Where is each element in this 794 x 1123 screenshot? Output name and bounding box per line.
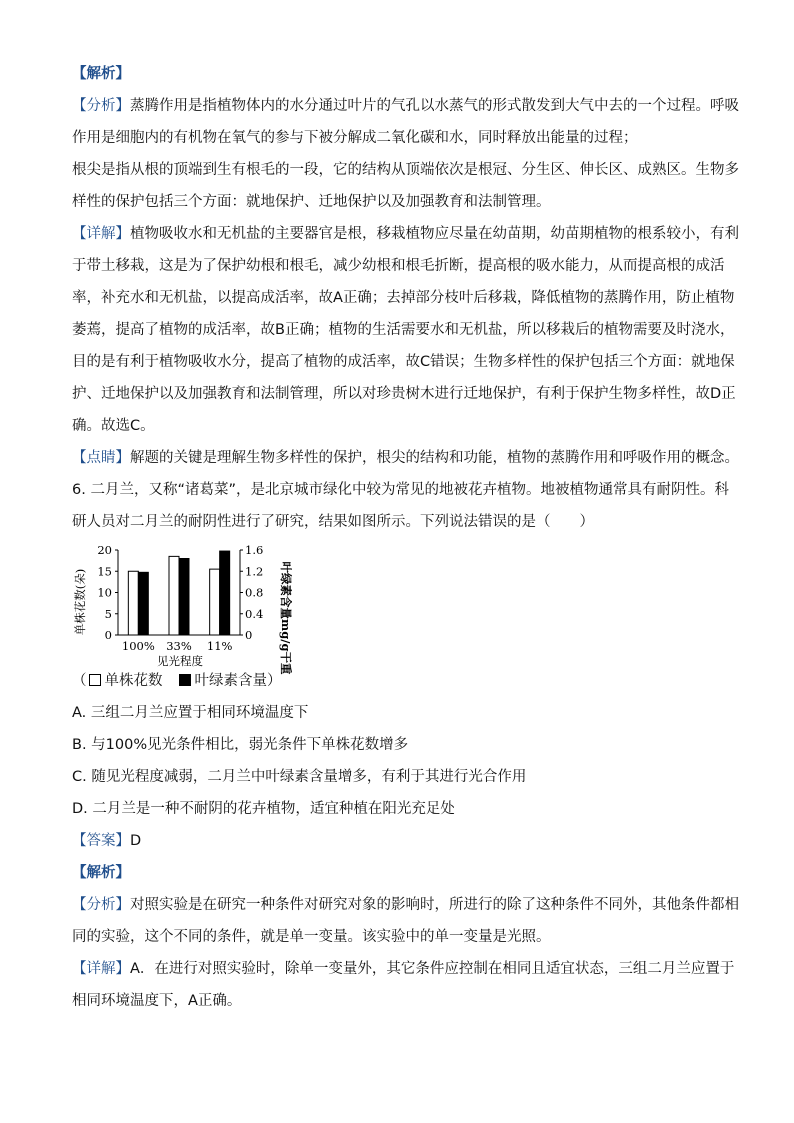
y-left-label: 单株花数(朵): [73, 568, 87, 636]
fenxi2-line-1: [72, 895, 739, 915]
xiangjie-tag: 【详解】: [72, 226, 130, 242]
category-label: 100%: [121, 639, 155, 653]
legend-open-paren: （: [72, 673, 87, 689]
question-stem-1: 6. 二月兰，又称“诸葛菜”，是北京城市绿化中较为常见的地被花卉植物。地被植物通常具有耐阴性。科: [72, 482, 729, 498]
flower-count-bar: [210, 569, 220, 635]
category-labels: [122, 639, 233, 653]
answer-line: [72, 831, 141, 851]
xiangjie2-line-2: 相同环境温度下，A正确。: [72, 993, 242, 1009]
left-tick-label: 15: [97, 564, 112, 579]
xiangjie2-tag: 【详解】: [72, 961, 130, 977]
fenxi-line-2: 作用是细胞内的有机物在氧气的参与下被分解成二氧化碳和水，同时释放出能量的过程；: [72, 130, 638, 146]
right-tick-label: 1.2: [245, 564, 264, 579]
xiangjie-line-2: 于带土移栽，这是为了保护幼根和根毛，减少幼根和根毛折断，提高根的吸水能力，从而提高根的成活: [72, 258, 725, 274]
option-d: D. 二月兰是一种不耐阴的花卉植物，适宜种植在阳光充足处: [72, 801, 455, 817]
fenxi-text-1: 蒸腾作用是指植物体内的水分通过叶片的气孔以水蒸气的形式散发到大气中去的一个过程。呼吸: [130, 98, 739, 114]
jiexi-heading-2: 【解析】: [72, 865, 130, 881]
category-label: 33%: [166, 639, 192, 653]
fenxi-tag: 【分析】: [72, 98, 130, 114]
dianjing-text: 解题的关键是理解生物多样性的保护，根尖的结构和功能，植物的蒸腾作用和呼吸作用的概念。: [130, 450, 739, 466]
left-tick-labels: [97, 543, 118, 642]
legend-label-flowers: 单株花数: [104, 673, 163, 689]
option-a: A. 三组二月兰应置于相同环境温度下: [72, 705, 309, 721]
chlorophyll-bar: [220, 551, 230, 635]
category-label: 11%: [206, 639, 233, 653]
question-stem-2: 研人员对二月兰的耐阴性进行了研究，结果如图所示。下列说法错误的是（ ）: [72, 514, 594, 530]
fenxi-line-3: 根尖是指从根的顶端到生有根毛的一段，它的结构从顶端依次是根冠、分生区、伸长区、成熟区。生物多: [72, 162, 739, 178]
xiangjie2-text-1: A．在进行对照实验时，除单一变量外，其它条件应控制在相同且适宜状态，三组二月兰应置于: [130, 961, 735, 977]
option-b: B. 与100%见光条件相比，弱光条件下单株花数增多: [72, 737, 409, 753]
bars: [128, 551, 229, 635]
left-tick-label: 10: [97, 585, 112, 600]
dianjing-line: [72, 448, 739, 468]
flower-count-bar: [128, 571, 138, 635]
xiangjie-line-4: 萎蔫，提高了植物的成活率，故B正确；植物的生活需要水和无机盐，所以移栽后的植物需要及时浇水，: [72, 322, 735, 338]
fenxi2-tag: 【分析】: [72, 897, 130, 913]
left-tick-label: 5: [104, 606, 112, 621]
right-tick-label: 0: [245, 628, 253, 642]
fenxi-line-4: 样性的保护包括三个方面：就地保护、迁地保护以及加强教育和法制管理。: [72, 194, 551, 210]
fenxi2-line-2: 同的实验，这个不同的条件，就是单一变量。该实验中的单一变量是光照。: [72, 929, 551, 945]
left-tick-label: 0: [104, 628, 112, 642]
fenxi2-text-1: 对照实验是在研究一种条件对研究对象的影响时，所进行的除了这种条件不同外，其他条件都相: [130, 897, 739, 913]
dianjing-tag: 【点睛】: [72, 450, 130, 466]
legend-white-square: [89, 674, 101, 686]
xiangjie-line-7: 确。故选C。: [72, 418, 155, 434]
right-tick-label: 0.4: [245, 606, 264, 621]
y-right-label: 叶绿素含量mg/g干重: [279, 561, 293, 675]
chlorophyll-bar: [138, 572, 148, 635]
right-tick-label: 1.6: [245, 543, 264, 557]
x-axis-label: 见光程度: [157, 654, 203, 668]
flower-count-bar: [169, 556, 179, 635]
left-tick-label: 20: [97, 543, 112, 557]
xiangjie-text-1: 植物吸收水和无机盐的主要器官是根，移栽植物应尽量在幼苗期，幼苗期植物的根系较小，有利: [130, 226, 739, 242]
fenxi-line-1: [72, 96, 739, 116]
answer-value: D: [130, 833, 142, 849]
xiangjie-line-6: 护、迁地保护以及加强教育和法制管理，所以对珍贵树木进行迁地保护，有利于保护生物多样性，故D正: [72, 386, 736, 402]
option-c: C. 随见光程度减弱，二月兰中叶绿素含量增多，有利于其进行光合作用: [72, 769, 527, 785]
chart-legend: [72, 671, 282, 691]
legend-label-chlorophyll: 叶绿素含量）: [194, 673, 282, 689]
answer-tag: 【答案】: [72, 833, 130, 849]
xiangjie2-line-1: [72, 959, 734, 979]
legend-black-square: [179, 674, 191, 686]
xiangjie-line-3: 率，补充水和无机盐，以提高成活率，故A正确；去掉部分枝叶后移栽，降低植物的蒸腾作用，防止植物: [72, 290, 735, 306]
right-tick-labels: [240, 543, 263, 642]
jiexi-heading: 【解析】: [72, 66, 130, 82]
chlorophyll-bar: [179, 559, 189, 636]
xiangjie-line-1: [72, 224, 739, 244]
right-tick-label: 0.8: [245, 585, 264, 600]
bar-chart: [72, 532, 372, 692]
xiangjie-line-5: 目的是有利于植物吸收水分，提高了植物的成活率，故C错误；生物多样性的保护包括三个方面：就地保: [72, 354, 735, 370]
